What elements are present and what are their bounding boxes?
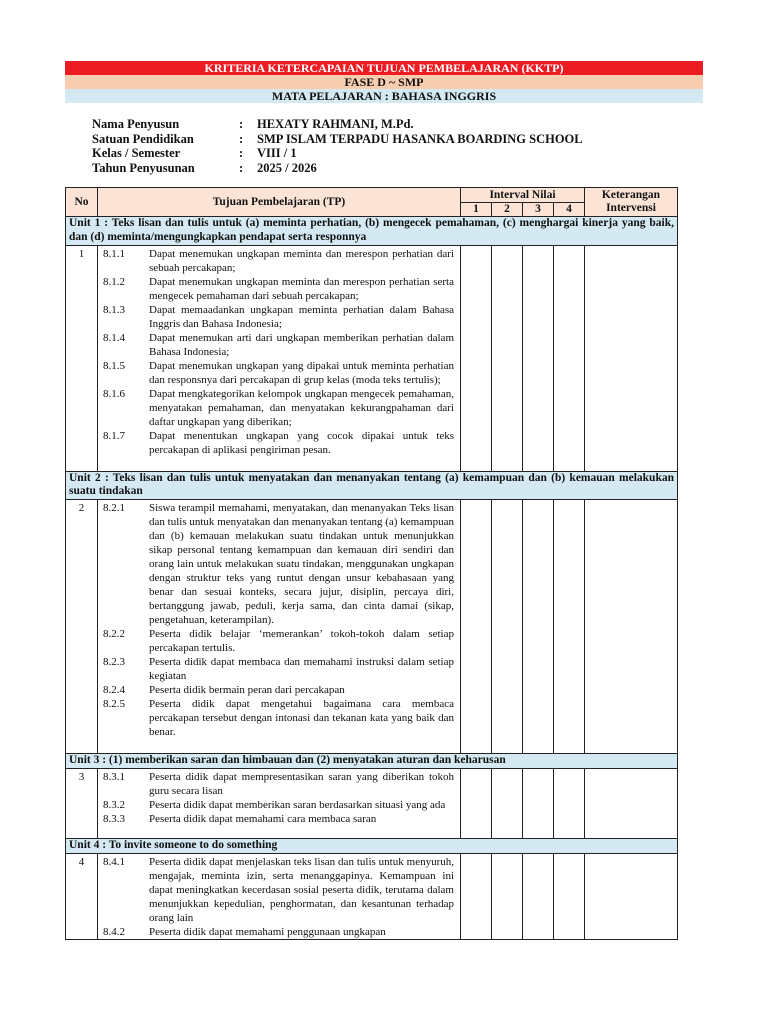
kktp-table — [65, 187, 678, 940]
tp-item — [103, 303, 454, 331]
unit-header — [66, 217, 678, 246]
tp-item — [103, 501, 454, 627]
tp-item — [103, 627, 454, 655]
tp-code: 8.3.2 — [103, 798, 125, 811]
row-number: 3 — [66, 768, 98, 838]
tp-item — [103, 275, 454, 303]
tp-code: 8.3.1 — [103, 770, 125, 783]
phase-label: FASE D ~ SMP — [65, 75, 703, 89]
tp-item — [103, 925, 454, 939]
header-interval-3: 3 — [523, 203, 554, 217]
header-interval-2: 2 — [492, 203, 523, 217]
tp-cell — [98, 500, 461, 754]
score-cell-4[interactable] — [554, 500, 585, 754]
tp-code: 8.1.1 — [103, 247, 125, 260]
unit-title: Unit 2 : Teks lisan dan tulis untuk menyatakan dan menanyakan tentang (a) kemampuan dan (b) kemauan melakukan suatu tindakan — [66, 471, 678, 500]
tp-cell — [98, 768, 461, 838]
tp-item — [103, 429, 454, 457]
row-number: 1 — [66, 245, 98, 471]
tp-text: Dapat memaadankan ungkapan meminta perhatian dalam Bahasa Inggris dan Bahasa Indonesia; — [149, 303, 454, 330]
table-row — [66, 768, 678, 838]
info-value: VIII / 1 — [257, 146, 297, 160]
tp-item — [103, 697, 454, 739]
tp-cell — [98, 853, 461, 939]
score-cell-1[interactable] — [461, 245, 492, 471]
score-cell-2[interactable] — [492, 768, 523, 838]
info-label: Kelas / Semester — [92, 146, 181, 160]
tp-text: Dapat menemukan ungkapan meminta dan merespon perhatian dari sebuah percakapan; — [149, 247, 454, 274]
info-label: Nama Penyusun — [92, 117, 180, 131]
tp-code: 8.4.1 — [103, 855, 125, 868]
header-interval: Interval Nilai — [461, 188, 585, 203]
tp-code: 8.2.1 — [103, 502, 125, 515]
intervention-cell[interactable] — [585, 853, 678, 939]
intervention-cell[interactable] — [585, 768, 678, 838]
tp-text: Peserta didik dapat membaca dan memahami instruksi dalam setiap kegiatan — [149, 656, 454, 683]
tp-code: 8.1.3 — [103, 303, 125, 316]
score-cell-4[interactable] — [554, 853, 585, 939]
tp-code: 8.4.2 — [103, 925, 125, 938]
unit-title: Unit 3 : (1) memberikan saran dan himbauan dan (2) menyatakan aturan dan keharusan — [66, 754, 678, 769]
tp-code: 8.1.4 — [103, 331, 125, 344]
subject-label: MATA PELAJARAN : BAHASA INGGRIS — [65, 89, 703, 103]
score-cell-2[interactable] — [492, 500, 523, 754]
table-row — [66, 853, 678, 939]
tp-code: 8.1.2 — [103, 275, 125, 288]
tp-cell — [98, 245, 461, 471]
tp-item — [103, 247, 454, 275]
table-row — [66, 245, 678, 471]
score-cell-4[interactable] — [554, 768, 585, 838]
header-interval-4: 4 — [554, 203, 585, 217]
header-interval-1: 1 — [461, 203, 492, 217]
tp-item — [103, 331, 454, 359]
tp-text: Dapat menentukan ungkapan yang cocok dipakai untuk teks percakapan di aplikasi pengiriman pesan. — [149, 429, 454, 456]
tp-text: Peserta didik dapat memahami cara membaca saran — [149, 812, 377, 825]
row-number: 2 — [66, 500, 98, 754]
info-label: Satuan Pendidikan — [92, 131, 194, 146]
tp-item — [103, 855, 454, 925]
score-cell-1[interactable] — [461, 500, 492, 754]
tp-item — [103, 770, 454, 798]
score-cell-3[interactable] — [523, 245, 554, 471]
unit-title: Unit 1 : Teks lisan dan tulis untuk (a) meminta perhatian, (b) mengecek pemahaman, (c) menghargai kinerja yang baik, dan (d) meminta/mengungkapkan pendapat serta responnya — [66, 217, 678, 246]
tp-item — [103, 655, 454, 683]
info-separator: : — [239, 146, 244, 160]
info-separator: : — [239, 131, 244, 146]
tp-item — [103, 387, 454, 429]
score-cell-1[interactable] — [461, 768, 492, 838]
score-cell-1[interactable] — [461, 853, 492, 939]
unit-header — [66, 471, 678, 500]
info-value: HEXATY RAHMANI, M.Pd. — [257, 117, 414, 131]
tp-code: 8.2.3 — [103, 656, 125, 669]
tp-code: 8.2.2 — [103, 628, 125, 641]
tp-code: 8.2.4 — [103, 684, 125, 697]
tp-code: 8.1.6 — [103, 387, 125, 400]
tp-text: Peserta didik dapat memahami penggunaan ungkapan — [149, 925, 386, 938]
score-cell-4[interactable] — [554, 245, 585, 471]
score-cell-3[interactable] — [523, 500, 554, 754]
row-number: 4 — [66, 853, 98, 939]
unit-header — [66, 838, 678, 853]
score-cell-2[interactable] — [492, 245, 523, 471]
tp-item — [103, 798, 454, 812]
tp-text: Peserta didik bermain peran dari percakapan — [149, 684, 345, 697]
unit-header — [66, 754, 678, 769]
document-title: KRITERIA KETERCAPAIAN TUJUAN PEMBELAJARAN (KKTP) — [65, 61, 703, 75]
intervention-cell[interactable] — [585, 500, 678, 754]
tp-item — [103, 359, 454, 387]
tp-code: 8.3.3 — [103, 812, 125, 825]
info-separator: : — [239, 160, 244, 175]
score-cell-2[interactable] — [492, 853, 523, 939]
tp-text: Peserta didik belajar ‘memerankan’ tokoh-tokoh dalam setiap percakapan tertulis. — [149, 628, 454, 655]
header-keterangan: Keterangan Intervensi — [585, 188, 678, 217]
header-tp: Tujuan Pembelajaran (TP) — [98, 188, 461, 217]
tp-text: Peserta didik dapat menjelaskan teks lisan dan tulis untuk menyuruh, mengajak, meminta izin, serta menanggapinya. Kemampuan ini dapat meningkatkan kecerdasan sosial peserta didik, terutama dalam menunjukkan kepedulian, penghormatan, dan kesantunan terhadap orang lain — [149, 855, 454, 924]
tp-code: 8.2.5 — [103, 698, 125, 711]
info-label: Tahun Penyusunan — [92, 160, 195, 175]
intervention-cell[interactable] — [585, 245, 678, 471]
score-cell-3[interactable] — [523, 853, 554, 939]
header-no: No — [66, 188, 98, 217]
tp-text: Peserta didik dapat memberikan saran berdasarkan situasi yang ada — [149, 798, 446, 811]
score-cell-3[interactable] — [523, 768, 554, 838]
tp-code: 8.1.7 — [103, 429, 125, 442]
tp-text: Siswa terampil memahami, menyatakan, dan menanyakan Teks lisan dan tulis untuk menyatakan dan menanyakan tentang (a) kemampuan dan (b) kemauan melakukan suatu tindakan untuk menunjukkan sikap personal tentang kemampuan dan kemauan diri sendiri dan orang lain untuk melakukan suatu tindakan, menggunakan ungkapan dengan struktur teks yang runtut dengan unsur kebahasaan yang benar dan sesuai konteks, secara jujur, disiplin, percaya diri, bertanggung jawab, peduli, kerja sama, dan cinta damai (sikap, pengetahuan, keterampilan). — [149, 502, 454, 627]
info-value: SMP ISLAM TERPADU HASANKA BOARDING SCHOOL — [257, 131, 583, 146]
tp-text: Dapat menemukan ungkapan meminta dan merespon perhatian serta mengecek pemahaman dari sebuah percakapan; — [149, 275, 454, 302]
tp-text: Dapat mengkategorikan kelompok ungkapan mengecek pemahaman, menyatakan pemahaman, dan menyatakan kekurangpahaman dari daftar ungkapan yang diberikan; — [149, 387, 454, 428]
tp-text: Peserta didik dapat mengetahui bagaimana cara membaca percakapan tersebut dengan intonasi dan tekanan kata yang baik dan benar. — [149, 698, 454, 739]
tp-code: 8.1.5 — [103, 359, 125, 372]
tp-text: Dapat menemukan ungkapan yang dipakai untuk meminta perhatian dan responsnya dari percakapan di grup kelas (moda teks tertulis); — [149, 359, 454, 386]
tp-item — [103, 683, 454, 697]
tp-text: Peserta didik dapat mempresentasikan saran yang diberikan tokoh guru secara lisan — [149, 770, 454, 797]
tp-item — [103, 812, 454, 826]
unit-title: Unit 4 : To invite someone to do something — [66, 838, 678, 853]
table-row — [66, 500, 678, 754]
info-separator: : — [239, 117, 244, 131]
tp-text: Dapat menemukan arti dari ungkapan memberikan perhatian dalam Bahasa Indonesia; — [149, 331, 454, 358]
info-value: 2025 / 2026 — [257, 160, 317, 175]
